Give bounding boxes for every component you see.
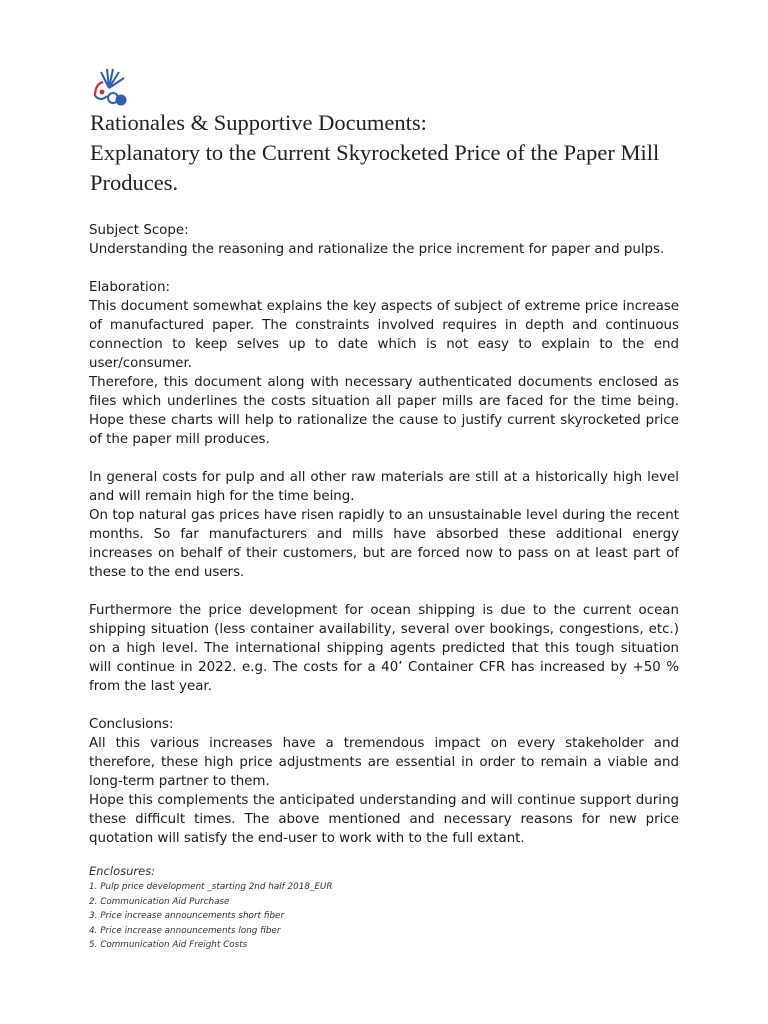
elaboration-paragraph: On top natural gas prices have risen rapidly to an unsustainable level during the recent months. So far manufacturers and mills have absorbed these additional energy increases on behalf of their customers, but are forced now to pass on at least part of these to the end users. <box>89 508 679 580</box>
title-line: Produces. <box>90 170 179 195</box>
conclusions-heading: Conclusions: <box>89 717 174 732</box>
conclusions-paragraph: All this various increases have a tremendous impact on every stakeholder and therefore, these high price adjustments are essential in order to remain a viable and long-term partner to them. <box>89 736 679 789</box>
enclosure-item: 1. Pulp price development _starting 2nd half 2018_EUR <box>89 882 333 892</box>
elaboration-paragraph: Therefore, this document along with necessary authenticated documents enclosed as files which underlines the costs situation all paper mills are faced for the time being. Hope these charts will help to rationalize the cause to justify current skyrocketed price of the paper mill produces. <box>89 375 679 447</box>
enclosure-item: 4. Price increase announcements long fiber <box>89 925 281 936</box>
enclosures-list <box>89 880 589 953</box>
fan-swirl-logo-icon <box>91 66 129 108</box>
subject-heading: Subject Scope: <box>89 223 189 238</box>
title-line: Rationales & Supportive Documents: <box>90 110 427 135</box>
elaboration-paragraph: This document somewhat explains the key aspects of subject of extreme price increase of manufactured paper. The constraints involved requires in depth and continuous connection to keep selves up to date which is not easy to explain to the end user/consumer. <box>89 299 679 371</box>
conclusions-paragraph: Hope this complements the anticipated understanding and will continue support during these difficult times. The above mentioned and necessary reasons for new price quotation will satisfy the end-user to work with to the full extant. <box>89 793 679 846</box>
enclosures-heading: Enclosures: <box>89 864 156 878</box>
enclosures-section <box>89 863 589 953</box>
elaboration-paragraph: In general costs for pulp and all other raw materials are still at a historically high level and will remain high for the time being. <box>89 470 679 504</box>
title-line: Explanatory to the Current Skyrocketed Price of the Paper Mill <box>90 140 660 165</box>
document-body <box>89 221 679 848</box>
document-title <box>90 108 690 198</box>
elaboration-heading: Elaboration: <box>89 280 170 295</box>
elaboration-paragraph: Furthermore the price development for ocean shipping is due to the current ocean shipping situation (less container availability, several over bookings, congestions, etc.) on a high level. The international shipping agents predicted that this tough situation will continue in 2022. e.g. The costs for a 40’ Container CFR has increased by +50 % from the last year. <box>89 603 679 694</box>
enclosure-item: 5. Communication Aid Freight Costs <box>89 940 248 951</box>
enclosure-item: 3. Price increase announcements short fiber <box>89 911 285 922</box>
enclosure-item: 2. Communication Aid Purchase <box>89 896 230 907</box>
subject-text: Understanding the reasoning and rationalize the price increment for paper and pulps. <box>89 242 665 257</box>
